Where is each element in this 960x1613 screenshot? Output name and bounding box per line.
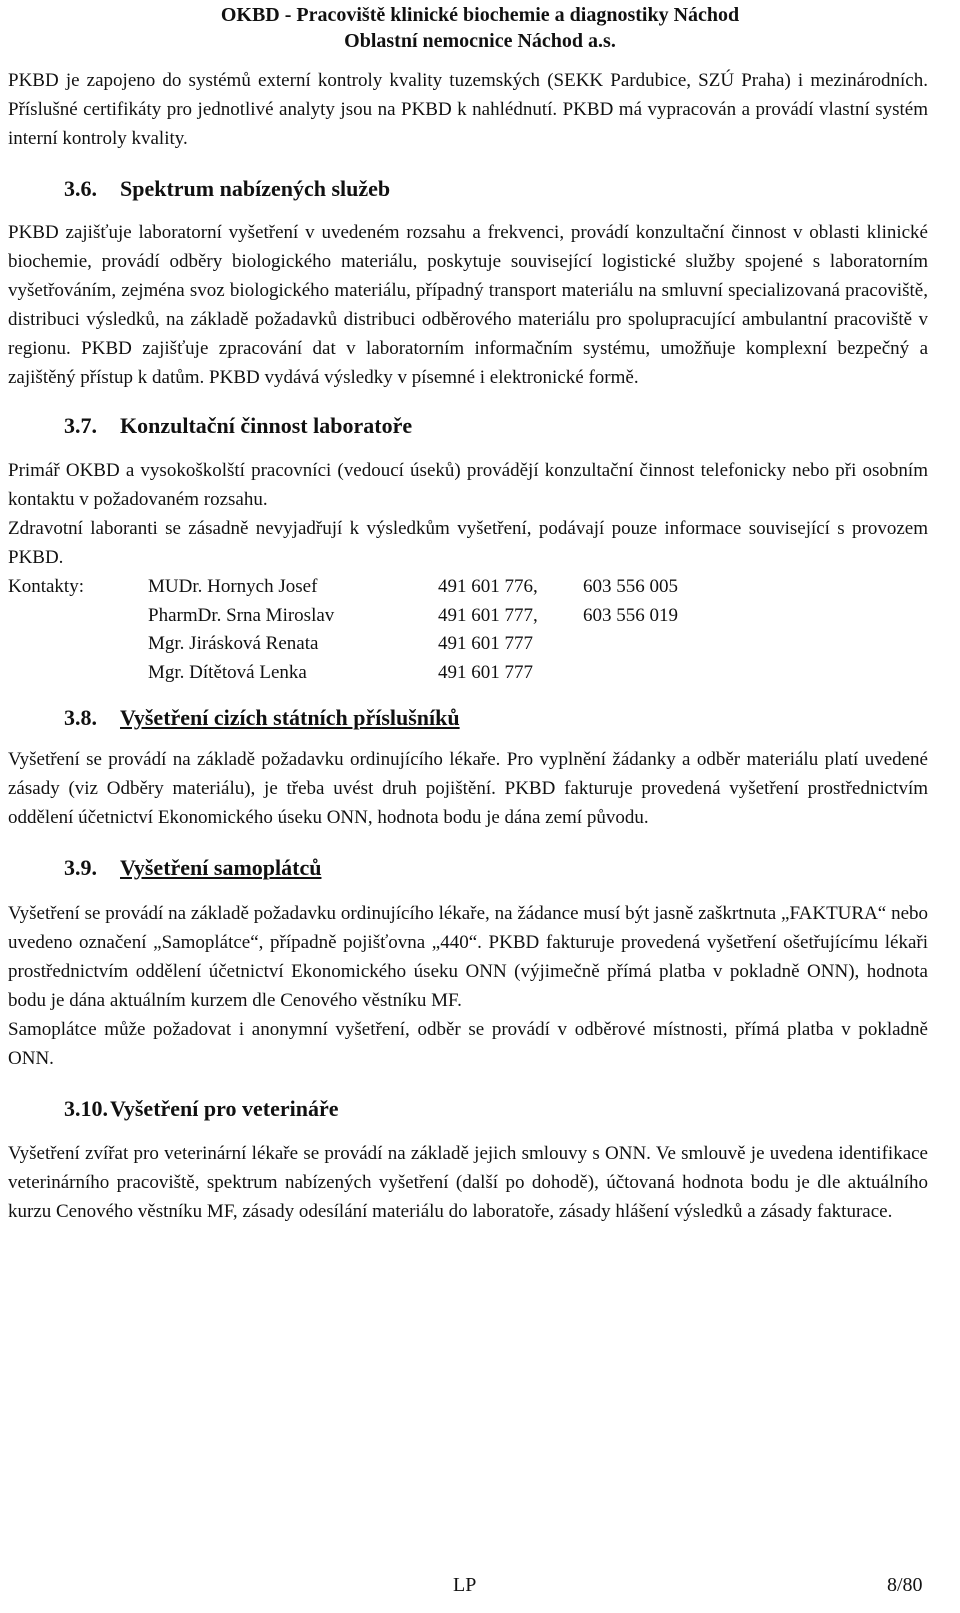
section-number: 3.10. (64, 1096, 108, 1121)
document-body (8, 66, 928, 1226)
contact-name: Mgr. Dítětová Lenka (148, 661, 307, 683)
section-3-7-heading (8, 411, 928, 441)
contact-row (8, 572, 728, 601)
section-3-6-paragraph: PKBD zajišťuje laboratorní vyšetření v uvedeném rozsahu a frekvenci, provádí konzultační činnost v oblasti klinické biochemie, provádí odběry biologického materiálu, poskytuje související logistické služby spojené s laboratorním vyšetřováním, zejména svoz biologického materiálu, případný transport materiálu na smluvní specializovaná pracoviště, distribuci výsledků, na základě požadavků distribuci odběrového materiálu pro spolupracující ambulantní pracoviště v regionu. PKBD zajišťuje zpracování dat v laboratorním informačním systému, umožňuje komplexní bezpečný a zajištěný přístup k datům. PKBD vydává výsledky v písemné i elektronické formě. (8, 222, 928, 388)
section-title: Vyšetření cizích státních příslušníků (120, 705, 460, 730)
contacts-label: Kontakty: (8, 576, 84, 597)
section-number: 3.9. (64, 855, 97, 880)
section-number: 3.6. (64, 176, 97, 201)
contact-name: PharmDr. Srna Miroslav (148, 604, 335, 626)
contact-phone: 491 601 776, (438, 576, 538, 597)
section-title: Spektrum nabízených služeb (120, 176, 391, 201)
intro-paragraph: PKBD je zapojeno do systémů externí kontroly kvality tuzemských (SEKK Pardubice, SZÚ Praha) i mezinárodních. Příslušné certifikáty pro jednotlivé analyty jsou na PKBD k nahlédnutí. PKBD má vypracován a provádí vlastní systém interní kontroly kvality. (8, 70, 928, 149)
section-3-10-paragraph: Vyšetření zvířat pro veterinární lékaře se provádí na základě jejich smlouvy s ONN. Ve smlouvě je uvedena identifikace veterinárního pracoviště, spektrum nabízených vyšetření (další po dohodě), účtovaná hodnota bodu je dle aktuálního kurzu Cenového věstníku MF, zásady odesílání materiálu do laboratoře, zásady hlášení výsledků a zásady fakturace. (8, 1143, 928, 1222)
contact-phone: 491 601 777 (438, 633, 533, 654)
section-number: 3.7. (64, 413, 97, 438)
section-title: Konzultační činnost laboratoře (120, 413, 413, 438)
header-hospital: Oblastní nemocnice Náchod a.s. (344, 30, 616, 52)
section-3-8-paragraph: Vyšetření se provádí na základě požadavku ordinujícího lékaře. Pro vyplnění žádanky a odběr materiálu platí uvedené zásady (viz Odběry materiálu), je třeba uvést druh pojištění. PKBD fakturuje provedená vyšetření prostřednictvím oddělení účetnictví Ekonomického úseku ONN, hodnota bodu je dána zemí původu. (8, 749, 928, 828)
section-3-6-heading (8, 174, 928, 204)
contact-phone: 491 601 777, (438, 604, 538, 626)
contact-row (8, 658, 728, 687)
header-department: OKBD - Pracoviště klinické biochemie a diagnostiky Náchod (220, 4, 740, 26)
contact-mobile: 603 556 019 (583, 604, 678, 626)
contact-phone: 491 601 777 (438, 661, 533, 683)
contact-mobile: 603 556 005 (583, 576, 678, 597)
contact-row (8, 629, 728, 658)
section-title: Vyšetření pro veterináře (110, 1096, 339, 1121)
contact-row (8, 601, 728, 630)
section-3-7-paragraph-2: Zdravotní laboranti se zásadně nevyjadřují k výsledkům vyšetření, podávají pouze informace související s provozem PKBD. (8, 518, 928, 568)
section-3-10-heading (8, 1094, 928, 1124)
footer-initials: LP (453, 1574, 477, 1596)
section-3-9-heading (8, 853, 928, 883)
contacts-table (8, 572, 728, 686)
contact-name: Mgr. Jirásková Renata (148, 633, 319, 654)
document-header (0, 2, 960, 54)
section-3-9-paragraph-1: Vyšetření se provádí na základě požadavku ordinujícího lékaře, na žádance musí být jasně zaškrtnuta „FAKTURA“ nebo uvedeno označení „Samoplátce“, případně pojišťovna „440“. PKBD fakturuje provedená vyšetření ošetřujícímu lékaři prostřednictvím oddělení účetnictví Ekonomického úseku ONN (výjimečně přímá platba v pokladně ONN), hodnota bodu je dána aktuálním kurzem dle Cenového věstníku MF. (8, 903, 928, 1011)
page-number: 8/80 (887, 1574, 923, 1596)
section-number: 3.8. (64, 705, 97, 730)
section-3-9-paragraph-2: Samoplátce může požadovat i anonymní vyšetření, odběr se provádí v odběrové místnosti, přímá platba v pokladně ONN. (8, 1019, 928, 1069)
section-title: Vyšetření samoplátců (120, 855, 322, 880)
section-3-7-paragraph-1: Primář OKBD a vysokoškolští pracovníci (vedoucí úseků) provádějí konzultační činnost telefonicky nebo při osobním kontaktu v požadovaném rozsahu. (8, 460, 928, 510)
contact-name: MUDr. Hornych Josef (148, 576, 318, 597)
section-3-8-heading (8, 703, 928, 733)
